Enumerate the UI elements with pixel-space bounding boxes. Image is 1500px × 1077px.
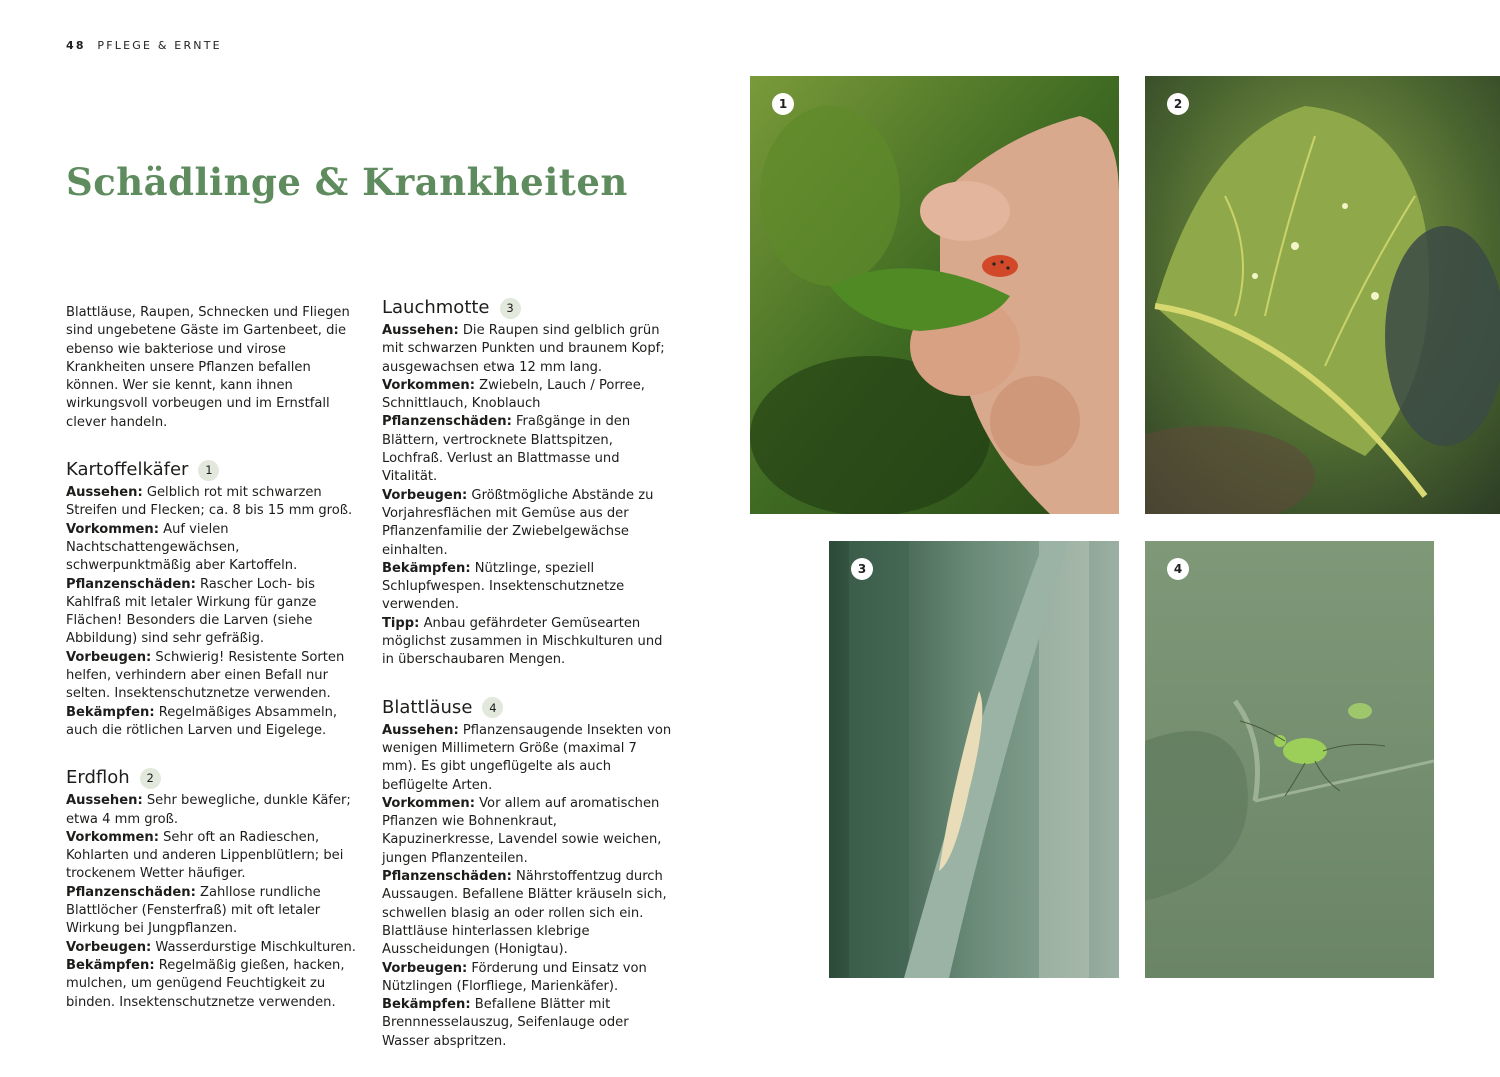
- running-header: [66, 39, 222, 52]
- entry-paragraph: [66, 957, 358, 1012]
- entry-label: Vorkommen:: [382, 795, 475, 811]
- section-kartoffelkaefer: [66, 458, 358, 740]
- entry-paragraph: [66, 884, 358, 939]
- entry-text: Regelmäßiges Absammeln, auch die rötlichen Larven und Eigelege.: [66, 704, 338, 738]
- number-badge: 3: [500, 298, 521, 319]
- entry-text: Fraßgänge in den Blättern, vertrocknete Blattspitzen, Lochfraß. Verlust an Blattmasse und Vitalität.: [382, 414, 631, 485]
- section-heading: [382, 696, 672, 720]
- entry-paragraph: [66, 576, 358, 649]
- entry-paragraph: [66, 792, 358, 829]
- photo-number-badge: 1: [772, 93, 794, 115]
- entry-paragraph: [66, 704, 358, 741]
- entry-paragraph: [66, 829, 358, 884]
- entry-text: Auf vielen Nachtschattengewächsen, schwerpunktmäßig aber Kartoffeln.: [66, 521, 298, 574]
- entry-text: Anbau gefährdeter Gemüsearten möglichst zusammen in Mischkulturen und in überschaubaren Mengen.: [382, 615, 663, 668]
- entry-label: Bekämpfen:: [382, 997, 471, 1013]
- entry-label: Tipp:: [382, 615, 420, 631]
- entry-paragraph: [66, 649, 358, 704]
- entry-paragraph: [382, 560, 672, 615]
- entry-label: Vorbeugen:: [66, 939, 152, 955]
- section-title: Lauchmotte: [382, 297, 490, 318]
- entry-text: Nützlinge, speziell Schlupfwespen. Insektenschutznetze verwenden.: [382, 560, 625, 613]
- entry-paragraph: [382, 377, 672, 414]
- entry-text: Wasserdurstige Mischkulturen.: [151, 939, 356, 955]
- photo-blattlaeuse: [1145, 541, 1434, 978]
- entry-label: Vorkommen:: [66, 829, 159, 845]
- entry-label: Vorkommen:: [66, 521, 159, 537]
- entry-text: Vor allem auf aromatischen Pflanzen wie Bohnenkraut, Kapuzinerkresse, Lavendel sowie weichen, jungen Pflanzenteilen.: [382, 795, 662, 866]
- entry-paragraph: [382, 795, 672, 868]
- section-erdfloh: [66, 766, 358, 1012]
- text-column-left: [66, 304, 358, 1038]
- section-heading: [382, 296, 672, 320]
- entry-label: Aussehen:: [382, 722, 459, 738]
- entry-text: Zwiebeln, Lauch / Porree, Schnittlauch, Knoblauch: [382, 377, 645, 412]
- entry-paragraph: [66, 939, 358, 957]
- entry-label: Pflanzenschäden:: [66, 884, 196, 900]
- entry-label: Bekämpfen:: [382, 560, 471, 576]
- entry-label: Vorbeugen:: [66, 649, 152, 665]
- photo-lauchmotte: [829, 541, 1119, 978]
- entry-label: Aussehen:: [382, 323, 459, 338]
- section-blattlaeuse: [382, 696, 672, 1051]
- photo-number-badge: 4: [1167, 558, 1189, 580]
- entry-text: Größtmögliche Abstände zu Vorjahresflächen mit Gemüse aus der Pflanzenfamilie der Zwiebelgewächse einhalten.: [382, 487, 654, 558]
- entry-text: Nährstoffentzug durch Aussaugen. Befallene Blätter kräuseln sich, schwellen blasig an oder rollen sich ein. Blattläuse hinterlassen klebrige Ausscheidungen (Honigtau).: [382, 869, 667, 958]
- entry-text: Die Raupen sind gelblich grün mit schwarzen Punkten und braunem Kopf; ausgewachsen etwa 12 mm lang.: [382, 323, 665, 375]
- number-badge: 4: [482, 697, 503, 718]
- section-title: Kartoffelkäfer: [66, 459, 189, 481]
- entry-label: Bekämpfen:: [66, 957, 155, 973]
- entry-paragraph: [382, 322, 672, 377]
- entry-text: Gelblich rot mit schwarzen Streifen und Flecken; ca. 8 bis 15 mm groß.: [66, 485, 353, 519]
- entry-text: Sehr bewegliche, dunkle Käfer; etwa 4 mm groß.: [66, 793, 351, 827]
- entry-paragraph: [382, 722, 672, 795]
- entry-paragraph: [382, 487, 672, 560]
- entry-label: Bekämpfen:: [66, 704, 155, 720]
- entry-label: Vorkommen:: [382, 377, 475, 393]
- entry-label: Pflanzenschäden:: [382, 869, 512, 885]
- entry-paragraph: [66, 484, 358, 521]
- entry-label: Aussehen:: [66, 485, 143, 501]
- entry-text: Rascher Loch- bis Kahlfraß mit letaler Wirkung für ganze Flächen! Besonders die Larven (siehe Abbildung) sind sehr gefräßig.: [66, 576, 317, 647]
- entry-text: Befallene Blätter mit Brennnesselauszug, Seifenlauge oder Wasser abspritzen.: [382, 997, 629, 1049]
- entry-label: Pflanzenschäden:: [66, 576, 196, 592]
- entry-text: Pflanzensaugende Insekten von wenigen Millimetern Größe (maximal 7 mm). Es gibt ungeflügelte als auch beflügelte Arten.: [382, 722, 672, 793]
- entry-paragraph: [382, 413, 672, 486]
- entry-label: Aussehen:: [66, 793, 143, 809]
- section-heading: [66, 766, 358, 790]
- page-number: 48: [66, 39, 86, 52]
- text-column-middle: [382, 296, 672, 1077]
- entry-label: Vorbeugen:: [382, 487, 468, 503]
- entry-paragraph: [382, 868, 672, 959]
- entry-text: Regelmäßig gießen, hacken, mulchen, um genügend Feuchtigkeit zu binden. Insektenschutznetze verwenden.: [66, 957, 345, 1010]
- section-heading: [66, 458, 358, 482]
- entry-text: Sehr oft an Radieschen, Kohlarten und anderen Lippenblütlern; bei trockenem Wetter häufiger.: [66, 829, 344, 882]
- photo-number-badge: 3: [851, 558, 873, 580]
- entry-label: Pflanzenschäden:: [382, 414, 512, 430]
- entry-paragraph: [382, 996, 672, 1051]
- entry-paragraph: [382, 960, 672, 997]
- entry-text: Förderung und Einsatz von Nützlingen (Florfliege, Marienkäfer).: [382, 960, 647, 994]
- entry-label: Vorbeugen:: [382, 960, 468, 976]
- entry-text: Schwierig! Resistente Sorten helfen, verhindern aber einen Befall nur selten. Insektenschutznetze verwenden.: [66, 649, 345, 702]
- section-lauchmotte: [382, 296, 672, 670]
- photo-kartoffelkaefer: [750, 76, 1119, 514]
- photo-number-badge: 2: [1167, 93, 1189, 115]
- section-name: PFLEGE & ERNTE: [97, 39, 222, 52]
- photo-erdfloh: [1145, 76, 1500, 514]
- section-title: Erdfloh: [66, 767, 130, 789]
- entry-text: Zahllose rundliche Blattlöcher (Fensterfraß) mit oft letaler Wirkung bei Jungpflanzen.: [66, 884, 321, 937]
- section-title: Blattläuse: [382, 696, 473, 718]
- number-badge: 2: [140, 768, 161, 789]
- entry-paragraph: [66, 521, 358, 576]
- intro-paragraph: Blattläuse, Raupen, Schnecken und Fliegen sind ungebetene Gäste im Gartenbeet, die ebenso wie bakteriose und virose Krankheiten unsere Pflanzen befallen können. Wer sie kennt, kann ihnen wirkungsvoll vorbeugen und im Ernstfall clever handeln.: [66, 305, 350, 430]
- entry-paragraph: [382, 615, 672, 670]
- number-badge: 1: [198, 460, 219, 481]
- page-title: Schädlinge & Krankheiten: [66, 160, 628, 204]
